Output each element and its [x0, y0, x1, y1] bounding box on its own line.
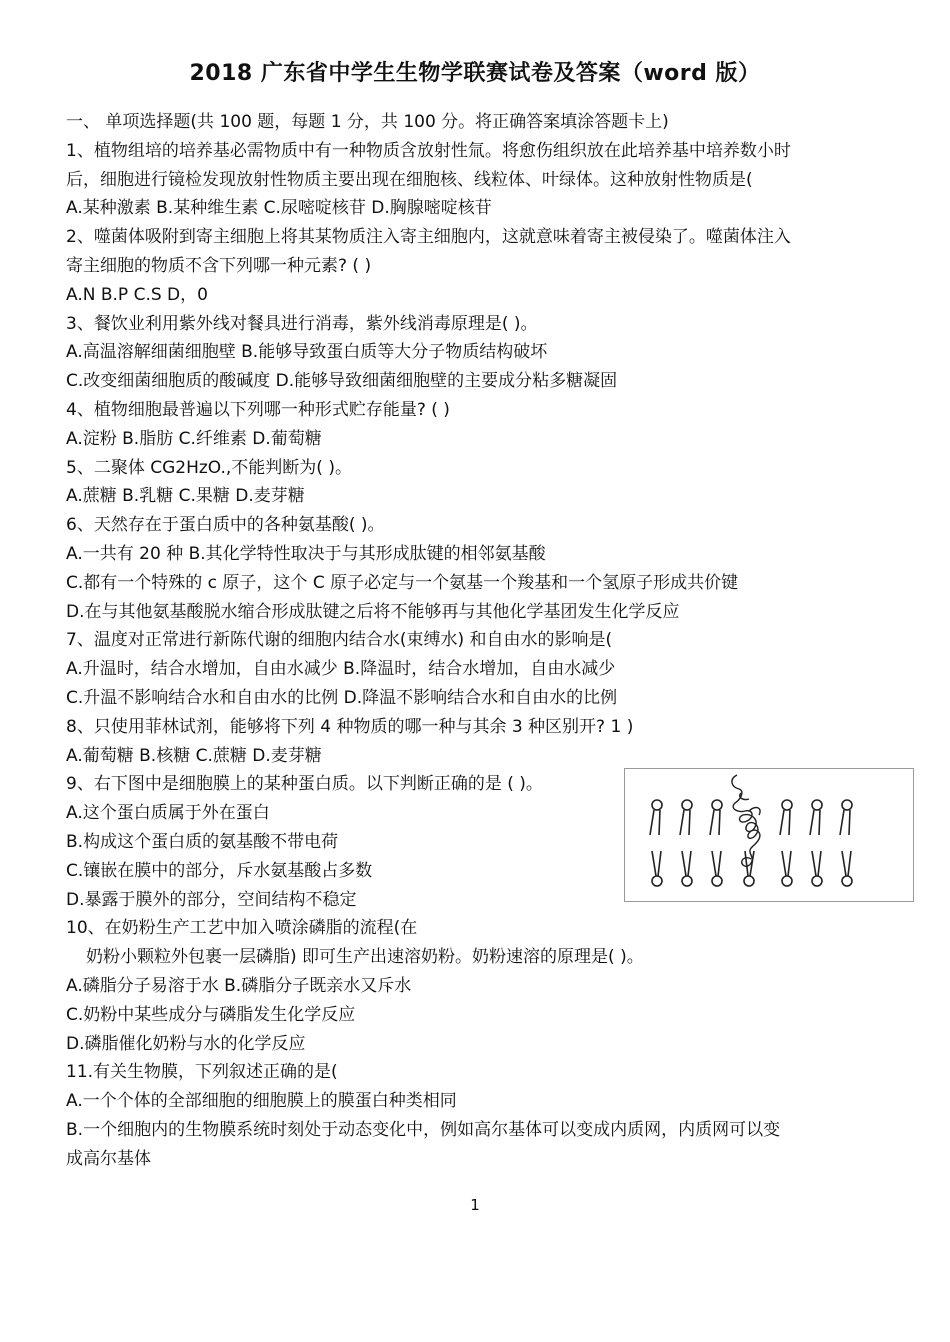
text-line: 2、噬菌体吸附到寄主细胞上将其某物质注入寄主细胞内，这就意味着寄主被侵染了。噬菌体注入: [66, 227, 791, 247]
text-line: C.奶粉中某些成分与磷脂发生化学反应: [66, 1005, 356, 1025]
text-line: A.N B.P C.S D，0: [66, 285, 208, 305]
text-line: D.在与其他氨基酸脱水缩合形成肽键之后将不能够再与其他化学基团发生化学反应: [66, 602, 680, 622]
text-line: 寄主细胞的物质不含下列哪一种元素? ( ): [66, 256, 372, 276]
text-line: 3、餐饮业利用紫外线对餐具进行消毒，紫外线消毒原理是( )。: [66, 314, 538, 334]
text-line: D.磷脂催化奶粉与水的化学反应: [66, 1034, 306, 1054]
text-line: 11.有关生物膜，下列叙述正确的是(: [66, 1062, 338, 1082]
membrane-protein-figure: [624, 768, 914, 902]
text-line: A.淀粉 B.脂肪 C.纤维素 D.葡萄糖: [66, 429, 322, 449]
membrane-protein-diagram: [625, 769, 913, 901]
text-line: C.镶嵌在膜中的部分，斥水氨基酸占多数: [66, 861, 373, 881]
text-line: A.某种激素 B.某种维生素 C.尿嘧啶核苷 D.胸腺嘧啶核苷: [66, 198, 492, 218]
text-line: A.葡萄糖 B.核糖 C.蔗糖 D.麦芽糖: [66, 746, 322, 766]
text-line: A.蔗糖 B.乳糖 C.果糖 D.麦芽糖: [66, 486, 305, 506]
text-line: A.一个个体的全部细胞的细胞膜上的膜蛋白种类相同: [66, 1091, 457, 1111]
text-line: B.一个细胞内的生物膜系统时刻处于动态变化中，例如高尔基体可以变成内质网，内质网可以变: [66, 1120, 781, 1140]
text-line: A.高温溶解细菌细胞壁 B.能够导致蛋白质等大分子物质结构破坏: [66, 342, 548, 362]
text-line: A.升温时，结合水增加，自由水减少 B.降温时，结合水增加，自由水减少: [66, 659, 616, 679]
text-line: 9、右下图中是细胞膜上的某种蛋白质。以下判断正确的是 ( )。: [66, 774, 543, 794]
text-line: A.磷脂分子易溶于水 B.磷脂分子既亲水又斥水: [66, 976, 412, 996]
text-line: 后，细胞进行镜检发现放射性物质主要出现在细胞核、线粒体、叶绿体。这种放射性物质是(: [66, 170, 753, 190]
text-line: C.都有一个特殊的 c 原子，这个 C 原子必定与一个氨基一个羧基和一个氢原子形成共价键: [66, 573, 739, 593]
document-title: 2018 广东省中学生生物学联赛试卷及答案（word 版）: [189, 61, 761, 86]
text-line: 7、温度对正常进行新陈代谢的细胞内结合水(束缚水) 和自由水的影响是(: [66, 630, 613, 650]
text-line: 奶粉小颗粒外包裹一层磷脂) 即可生产出速溶奶粉。奶粉速溶的原理是( )。: [86, 947, 644, 967]
text-line: B.构成这个蛋白质的氨基酸不带电荷: [66, 832, 339, 852]
text-line: 成高尔基体: [66, 1149, 151, 1169]
text-line: 6、天然存在于蛋白质中的各种氨基酸( )。: [66, 515, 385, 535]
text-line: 5、二聚体 CG2HzO.,不能判断为( )。: [66, 458, 352, 478]
text-line: 1、植物组培的培养基必需物质中有一种物质含放射性氚。将愈伤组织放在此培养基中培养数小时: [66, 141, 791, 161]
text-line: A.这个蛋白质属于外在蛋白: [66, 803, 270, 823]
text-line: A.一共有 20 种 B.其化学特性取决于与其形成肽键的相邻氨基酸: [66, 544, 546, 564]
text-line: C.改变细菌细胞质的酸碱度 D.能够导致细菌细胞壁的主要成分粘多糖凝固: [66, 371, 618, 391]
text-line: 一、 单项选择题(共 100 题，每题 1 分，共 100 分。将正确答案填涂答题卡上): [66, 112, 669, 132]
text-line: 4、植物细胞最普遍以下列哪一种形式贮存能量? ( ): [66, 400, 450, 420]
text-line: 10、在奶粉生产工艺中加入喷涂磷脂的流程(在: [66, 918, 418, 938]
text-line: 8、只使用菲林试剂，能够将下列 4 种物质的哪一种与其余 3 种区别开? 1 ): [66, 717, 634, 737]
text-line: D.暴露于膜外的部分，空间结构不稳定: [66, 890, 357, 910]
page-number: 1: [470, 1196, 480, 1214]
text-line: C.升温不影响结合水和自由水的比例 D.降温不影响结合水和自由水的比例: [66, 688, 618, 708]
